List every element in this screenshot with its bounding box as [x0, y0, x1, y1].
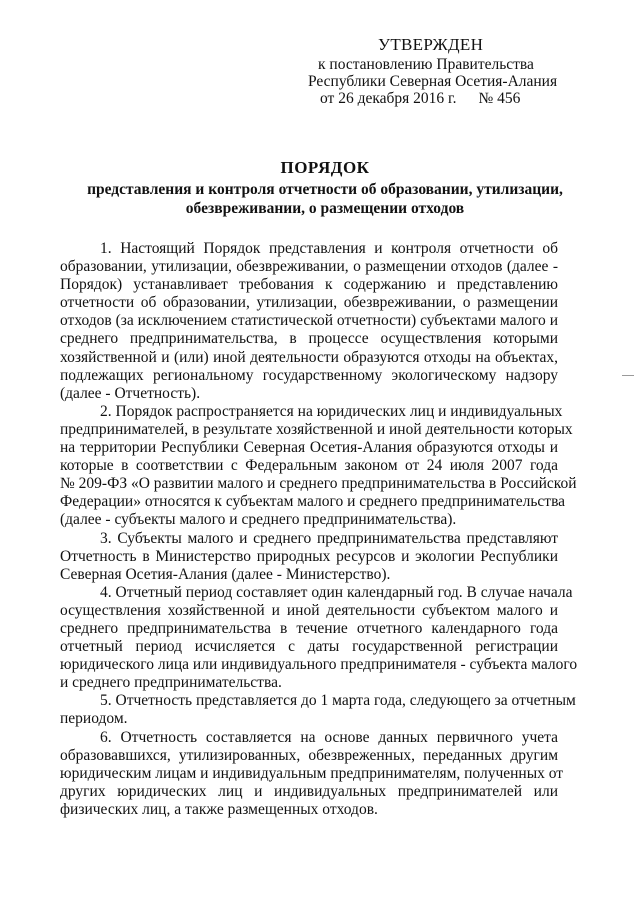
paragraph-line: (далее - субъекты малого и среднего предпринимательства).: [60, 511, 457, 529]
approval-line-resolution: к постановлению Правительства: [318, 56, 534, 73]
subtitle-line: представления и контроля отчетности об образовании, утилизации,: [87, 181, 563, 198]
paragraph-line: образовавшихся, утилизированных, обезвреженных, переданных другим: [60, 746, 558, 764]
paragraph-line: среднего предпринимательства в течение отчетного календарного года: [60, 619, 558, 637]
document-subtitle: [60, 180, 590, 218]
paragraph-line: 1. Настоящий Порядок представления и контроля отчетности об: [100, 240, 558, 257]
paragraph-2: [60, 402, 577, 530]
paragraph-line: 3. Субъекты малого и среднего предпринимательства представляют: [100, 529, 558, 547]
paragraph-6: [60, 728, 564, 819]
paragraph-line: и среднего предпринимательства.: [60, 674, 282, 692]
paragraph-line: 5. Отчетность представляется до 1 марта года, следующего за отчетным: [100, 692, 576, 710]
paragraph-line: 2. Порядок распространяется на юридических лиц и индивидуальных: [100, 402, 563, 420]
paragraph-line: 6. Отчетность составляется на основе данных первичного учета: [100, 728, 558, 746]
paragraph-line: периодом.: [60, 710, 128, 728]
approval-title: УТВЕРЖДЕН: [378, 35, 484, 54]
paragraph-line: 4. Отчетный период составляет один календарный год. В случае начала: [100, 583, 573, 601]
subtitle-line: обезвреживании, о размещении отходов: [185, 200, 465, 217]
paragraph-line: (далее - Отчетность).: [60, 384, 201, 402]
paragraph-line: юридического лица или индивидуального предпринимателя - субъекта малого: [60, 656, 578, 674]
paragraph-line: хозяйственной и (или) иной деятельности образуются отходы на объектах,: [60, 348, 558, 366]
approval-date: от 26 декабря 2016 г.: [320, 90, 457, 107]
paragraph-1: [60, 240, 558, 403]
paragraph-line: осуществления хозяйственной и иной деятельности субъектом малого и: [60, 601, 558, 619]
approval-stamp: [300, 35, 558, 107]
paragraph-line: Отчетность в Министерство природных ресурсов и экологии Республики: [60, 547, 558, 565]
approval-number: № 456: [478, 90, 521, 107]
paragraph-line: физических лиц, а также размещенных отходов.: [60, 800, 378, 818]
paragraph-line: Федерации» относятся к субъектам малого и среднего предпринимательства: [60, 493, 566, 511]
paragraph-line: среднего предпринимательства, в процессе осуществления которыми: [60, 330, 558, 348]
paragraph-line: Северная Осетия-Алания (далее - Министерство).: [60, 565, 391, 583]
paragraph-4: [60, 583, 578, 693]
paragraph-line: отчетный период исчисляется с даты государственной регистрации: [60, 638, 558, 656]
document-title: ПОРЯДОК: [280, 158, 370, 177]
paragraph-5: [60, 692, 576, 728]
scan-margin-mark: [622, 375, 634, 376]
document-body: [60, 240, 578, 819]
paragraph-line: других юридических лиц и индивидуальных предпринимателей или: [60, 782, 558, 800]
paragraph-line: которые в соответствии с Федеральным законом от 24 июля 2007 года: [60, 457, 558, 475]
paragraph-line: юридическим лицам и индивидуальным предпринимателям, полученных от: [60, 764, 564, 782]
approval-date-line: [300, 90, 550, 107]
paragraph-line: отчетности об образовании, утилизации, обезвреживании, о размещении: [60, 294, 558, 312]
paragraph-line: подлежащих региональному государственному экологическому надзору: [60, 366, 558, 384]
paragraph-line: № 209-ФЗ «О развитии малого и среднего предпринимательства в Российской: [60, 475, 577, 493]
approval-line-government: Республики Северная Осетия-Алания: [308, 73, 558, 90]
paragraph-line: на территории Республики Северная Осетия-Алания образуются отходы и: [60, 439, 558, 457]
paragraph-line: отходов (за исключением статистической отчетности) субъектами малого и: [60, 312, 558, 330]
paragraph-line: Порядок) устанавливает требования к содержанию и представлению: [60, 276, 558, 294]
paragraph-line: предпринимателей, в результате хозяйственной и иной деятельности которых: [60, 420, 573, 438]
paragraph-line: образовании, утилизации, обезвреживании, о размещении отходов (далее -: [60, 258, 558, 276]
paragraph-3: [60, 530, 558, 584]
